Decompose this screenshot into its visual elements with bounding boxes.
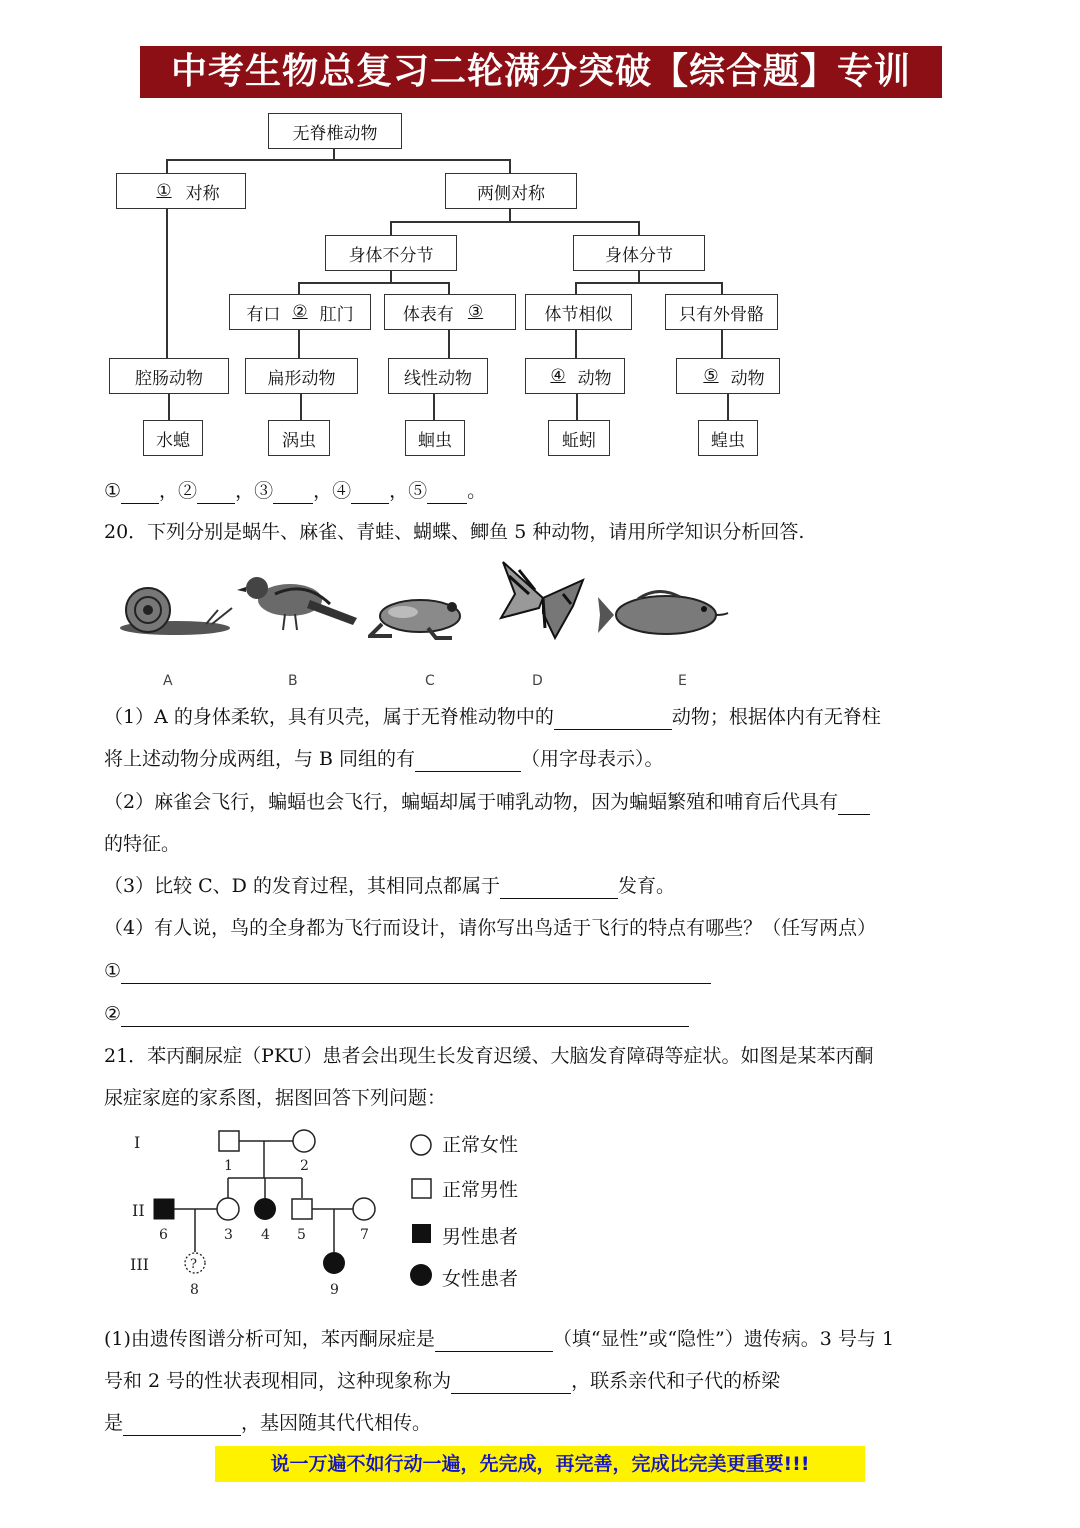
carp-image — [598, 585, 743, 645]
gen-label-2: II — [132, 1201, 145, 1220]
individual-2 — [293, 1130, 315, 1152]
q20-part2-line1 — [104, 789, 870, 815]
q20-p3a: （3）比较 C、D 的发育过程，其相同点都属于 — [104, 875, 500, 897]
label-e: E — [678, 673, 687, 689]
blank-1: ① — [156, 181, 172, 201]
page-title: 中考生物总复习二轮满分突破【综合题】专训 — [140, 46, 942, 98]
tree-answer-line — [104, 478, 486, 504]
node-exoskeleton: 只有外骨骼 — [665, 294, 778, 330]
q21-stem-line1: 21．苯丙酮尿症（PKU）患者会出现生长发育迟缓、大脑发育障碍等症状。如图是某苯丙酮 — [104, 1045, 874, 1067]
answer-blank-2[interactable] — [197, 483, 235, 504]
q20-answer-line-1 — [104, 958, 711, 984]
q21-blank-inheritance[interactable] — [435, 1331, 553, 1352]
q20-stem: 20．下列分别是蜗牛、麻雀、青蛙、蝴蝶、鲫鱼 5 种动物，请用所学知识分析回答. — [104, 521, 805, 543]
q21-p1a: (1)由遗传图谱分析可知，苯丙酮尿症是 — [104, 1328, 435, 1350]
q20-p1c: 将上述动物分成两组，与 B 同组的有 — [104, 748, 416, 770]
q20-answer-line-2 — [104, 1001, 689, 1027]
ans-label-end: 。 — [467, 480, 487, 502]
frog-image — [368, 590, 473, 640]
blank-5: ⑤ — [703, 366, 719, 386]
q20-part4: （4）有人说，鸟的全身都为飞行而设计，请你写出鸟适于飞行的特点有哪些？（任写两点） — [104, 917, 877, 939]
motivational-footer: 说一万遍不如行动一遍，先完成，再完善，完成比完美更重要!!! — [215, 1446, 865, 1482]
ans-label-5: ，⑤ — [389, 480, 428, 502]
q21-p1c: 号和 2 号的性状表现相同，这种现象称为 — [104, 1370, 452, 1392]
q20-blank-mammal[interactable] — [838, 794, 870, 815]
sparrow-image — [235, 570, 360, 635]
q21-p1f: ，基因随其代代相传。 — [241, 1412, 432, 1434]
example-earthworm: 蚯蚓 — [548, 420, 610, 456]
blank-2: ② — [292, 302, 308, 322]
surface-prefix: 体表有 — [402, 304, 454, 325]
individual-9 — [323, 1252, 345, 1274]
answer-blank-3[interactable] — [273, 483, 313, 504]
answer-blank-5[interactable] — [427, 483, 467, 504]
q20-p1b: 动物；根据体内有无脊柱 — [671, 706, 881, 728]
q20-blank-flight-1[interactable] — [121, 963, 711, 984]
blank-4: ④ — [550, 366, 566, 386]
individual-5 — [292, 1199, 312, 1219]
individual-7 — [353, 1198, 375, 1220]
q20-part1-line1 — [104, 704, 881, 730]
id-8: 8 — [190, 1282, 199, 1298]
node-symmetry-blank — [116, 173, 246, 209]
label-d: D — [532, 673, 543, 689]
id-1: 1 — [224, 1158, 233, 1174]
node-bilateral: 两侧对称 — [445, 173, 577, 209]
id-5: 5 — [297, 1227, 306, 1243]
individual-4 — [254, 1198, 276, 1220]
label-b: B — [288, 673, 298, 689]
node-invertebrates: 无脊椎动物 — [268, 113, 402, 149]
gen-label-1: I — [134, 1133, 141, 1152]
individual-3 — [217, 1198, 239, 1220]
q20-ans1-label: ① — [104, 960, 122, 982]
ans-label-1: ① — [104, 480, 122, 502]
q21-part1-line1 — [104, 1326, 894, 1352]
id-2: 2 — [300, 1158, 309, 1174]
node-blank-5 — [676, 358, 780, 394]
example-ascaris: 蛔虫 — [405, 420, 465, 456]
q21-blank-bridge[interactable] — [123, 1415, 241, 1436]
example-locust: 蝗虫 — [698, 420, 758, 456]
q21-stem-line2: 尿症家庭的家系图，据图回答下列问题： — [104, 1087, 447, 1109]
q20-blank-flight-2[interactable] — [121, 1006, 689, 1027]
node-4-suffix: 动物 — [577, 368, 612, 389]
ans-label-2: ，② — [159, 480, 198, 502]
id-3: 3 — [224, 1227, 233, 1243]
answer-blank-4[interactable] — [351, 483, 389, 504]
node-body-surface — [384, 294, 516, 330]
individual-6 — [154, 1199, 174, 1219]
ans-label-4: ，④ — [313, 480, 352, 502]
snail-image — [100, 580, 240, 645]
q20-p3b: 发育。 — [617, 875, 675, 897]
node-5-suffix: 动物 — [730, 368, 765, 389]
id-9: 9 — [330, 1282, 339, 1298]
label-c: C — [425, 673, 435, 689]
butterfly-image — [495, 558, 590, 648]
id-4: 4 — [261, 1227, 270, 1243]
node-mouth-anus — [229, 294, 371, 330]
gen-label-3: III — [130, 1255, 149, 1274]
legend-affected-male: 男性患者 — [442, 1226, 519, 1248]
node-flatworms: 扁形动物 — [245, 358, 358, 394]
q20-blank-group[interactable] — [415, 751, 521, 772]
node-blank-4 — [525, 358, 625, 394]
q20-blank-development[interactable] — [500, 878, 618, 899]
legend-affected-female: 女性患者 — [442, 1268, 519, 1290]
answer-blank-1[interactable] — [121, 483, 159, 504]
label-a: A — [163, 673, 173, 689]
node-cnidarians: 腔肠动物 — [109, 358, 229, 394]
mouth-prefix: 有口 — [246, 304, 281, 325]
blank-3: ③ — [467, 302, 484, 322]
example-hydra: 水螅 — [143, 420, 203, 456]
mouth-suffix: 肛门 — [319, 304, 354, 325]
example-planarian: 涡虫 — [268, 420, 330, 456]
node-roundworms: 线性动物 — [388, 358, 488, 394]
legend-normal-female: 正常女性 — [442, 1134, 519, 1156]
ans-label-3: ，③ — [235, 480, 274, 502]
q20-part3 — [104, 873, 675, 899]
q21-p1b: （填“显性”或“隐性”）遗传病。3 号与 1 — [552, 1328, 895, 1350]
pedigree-chart — [120, 1122, 400, 1302]
q21-p1e: 是 — [104, 1412, 124, 1434]
pedigree-legend-symbols — [408, 1130, 438, 1290]
individual-1 — [219, 1131, 239, 1151]
q21-p1d: ，联系亲代和子代的桥梁 — [571, 1370, 781, 1392]
id-7: 7 — [360, 1227, 369, 1243]
node-symmetry-suffix: 对称 — [185, 183, 220, 204]
q20-p1a: （1）A 的身体柔软，具有贝壳，属于无脊椎动物中的 — [104, 706, 554, 728]
q21-part1-line2 — [104, 1368, 780, 1394]
q21-part1-line3 — [104, 1410, 431, 1436]
q20-part1-line2 — [104, 746, 664, 772]
node-unsegmented: 身体不分节 — [325, 235, 457, 271]
q20-p1d: （用字母表示）。 — [521, 748, 664, 770]
id-6: 6 — [159, 1227, 168, 1243]
node-segmented: 身体分节 — [573, 235, 705, 271]
unknown-mark: ? — [190, 1257, 197, 1272]
q20-ans2-label: ② — [104, 1003, 122, 1025]
node-similar-segments: 体节相似 — [525, 294, 632, 330]
q21-blank-heredity[interactable] — [451, 1373, 571, 1394]
q20-p2a: （2）麻雀会飞行，蝙蝠也会飞行，蝙蝠却属于哺乳动物，因为蝙蝠繁殖和哺育后代具有 — [104, 791, 839, 813]
q20-blank-mollusc[interactable] — [554, 709, 672, 730]
q20-part2-line2: 的特征。 — [104, 833, 181, 855]
legend-normal-male: 正常男性 — [442, 1179, 519, 1201]
